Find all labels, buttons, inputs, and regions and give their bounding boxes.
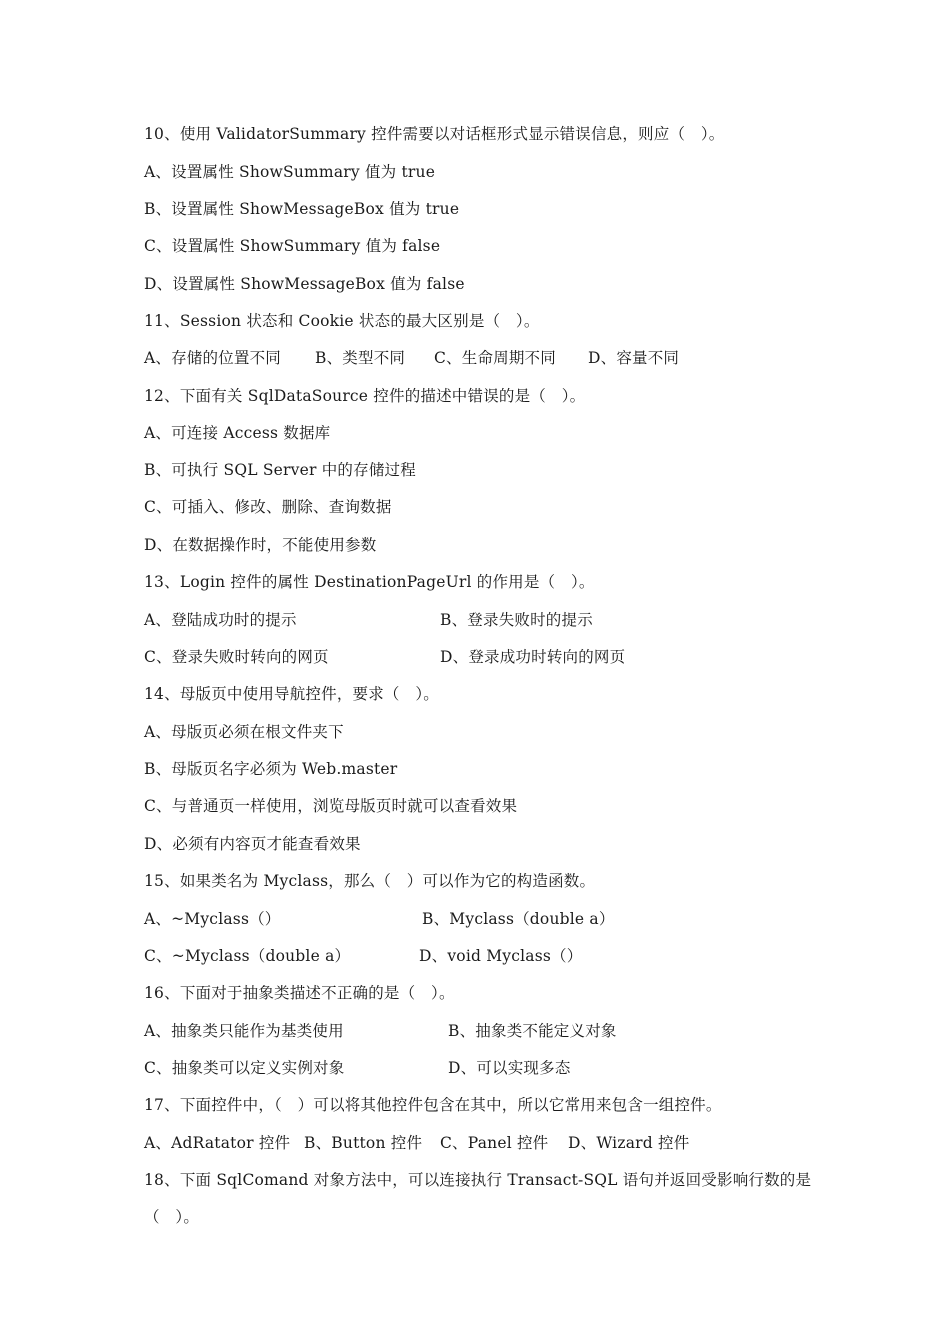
question-17-option-b: B、Button 控件 [304, 1134, 423, 1152]
question-15-option-a: A、~Myclass（） [144, 910, 281, 928]
question-14-option-d: D、必须有内容页才能查看效果 [144, 835, 361, 853]
question-15-option-b: B、Myclass（double a） [422, 910, 615, 928]
question-18-stem-continued: （ ）。 [144, 1208, 200, 1226]
question-11-option-d: D、容量不同 [588, 349, 680, 367]
question-18-stem: 18、下面 SqlComand 对象方法中，可以连接执行 Transact-SQL 语句并返回受影响行数的是 [144, 1171, 812, 1189]
question-14-option-a: A、母版页必须在根文件夹下 [144, 723, 344, 741]
question-17-option-a: A、AdRatator 控件 [144, 1134, 291, 1152]
question-16-stem: 16、下面对于抽象类描述不正确的是（ ）。 [144, 984, 455, 1002]
question-14-option-b: B、母版页名字必须为 Web.master [144, 760, 398, 778]
question-17-stem: 17、下面控件中，（ ）可以将其他控件包含在其中，所以它常用来包含一组控件。 [144, 1096, 722, 1114]
question-16-option-c: C、抽象类可以定义实例对象 [144, 1059, 345, 1077]
question-17-option-c: C、Panel 控件 [440, 1134, 549, 1152]
question-11-option-b: B、类型不同 [315, 349, 406, 367]
question-10-option-d: D、设置属性 ShowMessageBox 值为 false [144, 275, 465, 293]
question-12-option-b: B、可执行 SQL Server 中的存储过程 [144, 461, 416, 479]
question-13-stem: 13、Login 控件的属性 DestinationPageUrl 的作用是（ ）。 [144, 573, 595, 591]
question-15-option-d: D、void Myclass（） [419, 947, 583, 965]
question-10-option-b: B、设置属性 ShowMessageBox 值为 true [144, 200, 460, 218]
question-16-option-a: A、抽象类只能作为基类使用 [144, 1022, 344, 1040]
question-11-stem: 11、Session 状态和 Cookie 状态的最大区别是（ ）。 [144, 312, 540, 330]
question-10-option-c: C、设置属性 ShowSummary 值为 false [144, 237, 441, 255]
question-10-stem: 10、使用 ValidatorSummary 控件需要以对话框形式显示错误信息，则应（ ）。 [144, 125, 725, 143]
question-12-option-a: A、可连接 Access 数据库 [144, 424, 331, 442]
question-12-stem: 12、下面有关 SqlDataSource 控件的描述中错误的是（ ）。 [144, 387, 586, 405]
question-11-option-c: C、生命周期不同 [434, 349, 556, 367]
question-12-option-c: C、可插入、修改、删除、查询数据 [144, 498, 392, 516]
question-11-option-a: A、存储的位置不同 [144, 349, 281, 367]
question-10-option-a: A、设置属性 ShowSummary 值为 true [144, 163, 436, 181]
question-14-stem: 14、母版页中使用导航控件，要求（ ）。 [144, 685, 439, 703]
question-12-option-d: D、在数据操作时，不能使用参数 [144, 536, 377, 554]
question-13-option-d: D、登录成功时转向的网页 [440, 648, 626, 666]
question-15-stem: 15、如果类名为 Myclass，那么（ ）可以作为它的构造函数。 [144, 872, 596, 890]
question-17-option-d: D、Wizard 控件 [568, 1134, 690, 1152]
question-14-option-c: C、与普通页一样使用，浏览母版页时就可以查看效果 [144, 797, 518, 815]
question-16-option-b: B、抽象类不能定义对象 [448, 1022, 617, 1040]
question-13-option-b: B、登录失败时的提示 [440, 611, 593, 629]
question-16-option-d: D、可以实现多态 [448, 1059, 571, 1077]
question-13-option-a: A、登陆成功时的提示 [144, 611, 297, 629]
question-13-option-c: C、登录失败时转向的网页 [144, 648, 329, 666]
question-15-option-c: C、~Myclass（double a） [144, 947, 351, 965]
